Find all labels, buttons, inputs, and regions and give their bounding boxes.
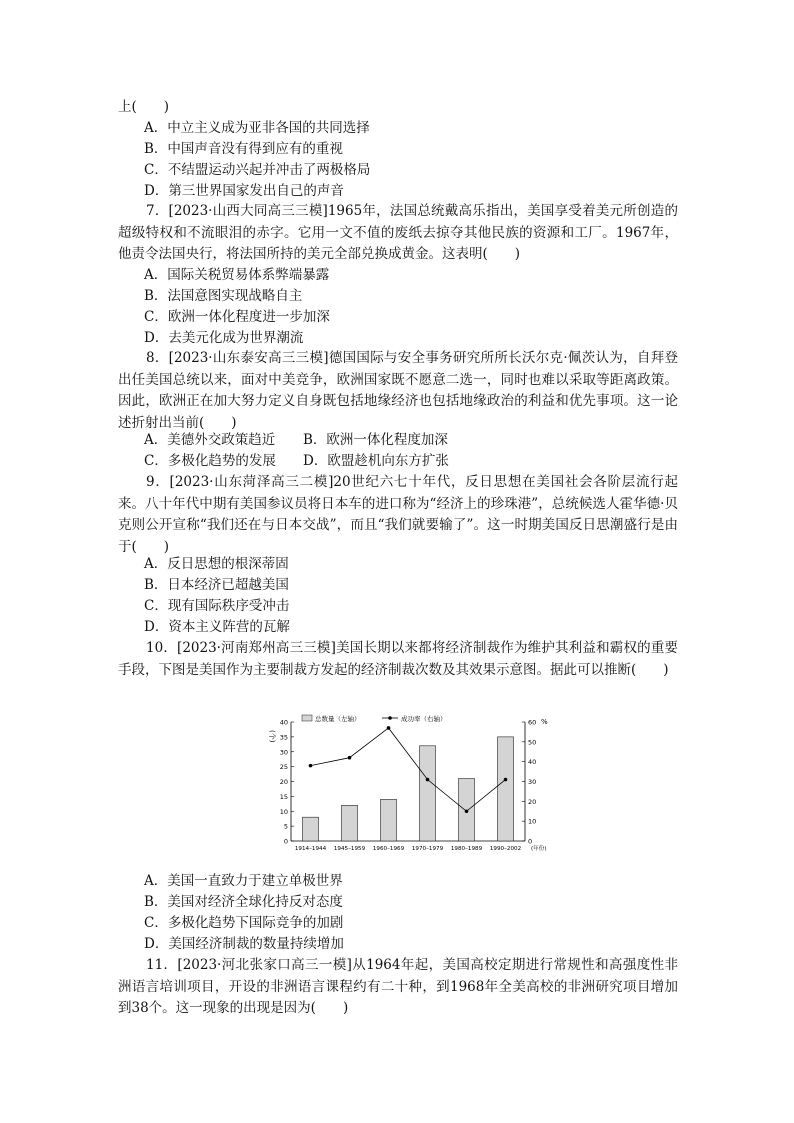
- bar: [303, 817, 319, 841]
- legend-bar-swatch: [302, 715, 312, 721]
- q6-option-a: A．中立主义成为亚非各国的共同选择: [144, 120, 370, 136]
- right-tick-label: 60: [528, 718, 537, 727]
- left-axis-unit: (个): [268, 730, 276, 743]
- success-rate-point: [348, 756, 352, 760]
- success-rate-point: [309, 764, 313, 768]
- success-rate-line: [311, 728, 506, 811]
- q10-option-d: D．美国经济制裁的数量持续增加: [144, 936, 344, 952]
- q9-stem: 9．[2023·山东菏泽高三二模]20世纪六七十年代，反日思想在美国社会各阶层流行起来。八十年代中期有美国参议员将日本车的进口称为“经济上的珍珠港”，总统候选人霍华德·贝克则公开宣称“我们还在与日本交战”，而且“我们就要输了”。这一时期美国反日思潮盛行是由于( ): [118, 474, 678, 555]
- q8-option-a: A．美德外交政策趋近: [144, 432, 276, 448]
- left-tick-label: 10: [279, 807, 288, 816]
- success-rate-point: [426, 778, 430, 782]
- right-tick-label: 10: [528, 817, 537, 826]
- q9-option-a: A．反日思想的根深蒂固: [144, 556, 289, 572]
- x-tick-label: 1945–1959: [333, 846, 366, 852]
- left-tick-label: 35: [279, 733, 288, 742]
- right-tick-label: 20: [528, 797, 537, 806]
- q10-stem: 10．[2023·河南郑州高三三模]美国长期以来都将经济制裁作为维护其利益和霸权的重要手段，下图是美国作为主要制裁方发起的经济制裁次数及其效果示意图。据此可以推断( ): [118, 640, 678, 678]
- q9-option-b: B．日本经济已超越美国: [144, 577, 289, 593]
- q10-option-b: B．美国对经济全球化持反对态度: [144, 894, 343, 910]
- left-tick-label: 20: [279, 778, 288, 786]
- q11-stem: 11．[2023·河北张家口高三一模]从1964年起，美国高校定期进行常规性和高强度性非洲语言培训项目，开设的非洲语言课程约有二十种，到1968年全美高校的非洲研究项目增加到38个。这一现象的出现是因为( ): [118, 957, 678, 1016]
- q6-stem-tail: 上( ): [118, 99, 170, 115]
- bar: [498, 737, 514, 841]
- q7-option-b: B．法国意图实现战略自主: [144, 288, 303, 304]
- chart-axes: [291, 722, 525, 841]
- q10-option-c: C．多极化趋势下国际竞争的加剧: [144, 915, 344, 931]
- right-tick-label: 30: [528, 778, 537, 786]
- q8-option-c: C．多极化趋势的发展: [144, 453, 276, 469]
- q6-option-b: B．中国声音没有得到应有的重视: [144, 141, 343, 157]
- q7-option-a: A．国际关税贸易体系弊端暴露: [144, 267, 330, 283]
- q8-option-b: B．欧洲一体化程度加深: [303, 432, 448, 448]
- q8-stem: 8．[2023·山东泰安高三三模]德国国际与安全事务研究所所长沃尔克·佩茨认为，自拜登出任美国总统以来，面对中美竞争，欧洲国家既不愿意二选一，同时也难以采取等距离政策。因此，欧洲正在加大努力定义自身既包括地缘经济也包括地缘政治的利益和优先事项。这一论述折射出当前( ): [118, 350, 678, 431]
- right-tick-label: 0: [528, 837, 533, 846]
- success-rate-point: [504, 778, 508, 782]
- right-tick-label: 40: [528, 758, 537, 767]
- bar: [420, 746, 436, 841]
- x-tick-label: 1914–1944: [294, 846, 327, 852]
- x-tick-label: 1970–1979: [411, 846, 444, 852]
- q9-option-c: C．现有国际秩序受冲击: [144, 598, 290, 614]
- q8-option-d: D．欧盟趁机向东方扩张: [303, 453, 449, 469]
- legend-line-label: 成功率（右轴）: [401, 715, 447, 723]
- q7-option-d: D．去美元化成为世界潮流: [144, 330, 304, 346]
- q9-option-d: D．资本主义阵营的瓦解: [144, 619, 290, 635]
- right-axis-unit: %: [541, 718, 548, 726]
- legend-line-marker: [388, 716, 392, 720]
- x-tick-label: 1980–1989: [450, 846, 483, 852]
- left-tick-label: 5: [283, 822, 288, 831]
- left-tick-label: 30: [279, 748, 288, 757]
- bar: [342, 805, 358, 841]
- x-tick-label: 1990–2002: [489, 846, 522, 852]
- chart-bars: [303, 737, 514, 841]
- left-tick-label: 15: [279, 792, 288, 801]
- q6-option-d: D．第三世界国家发出自己的声音: [144, 183, 344, 199]
- left-tick-label: 25: [279, 763, 288, 772]
- x-axis-label: (年份): [531, 846, 547, 852]
- success-rate-point: [465, 809, 469, 813]
- q6-option-c: C．不结盟运动兴起并冲击了两极格局: [144, 162, 371, 178]
- q7-stem: 7．[2023·山西大同高三三模]1965年，法国总统戴高乐指出，美国享受着美元所创造的超级特权和不流眼泪的赤字。它用一文不值的废纸去掠夺其他民族的资源和工厂。1967年，他责令法国央行，将法国所持的美元全部兑换成黄金。这表明( ): [118, 203, 678, 262]
- chart-line: [309, 726, 508, 813]
- legend-bar-label: 总数量（左轴）: [315, 715, 361, 723]
- right-tick-label: 50: [528, 738, 537, 747]
- bar: [381, 799, 397, 841]
- success-rate-point: [387, 726, 391, 730]
- x-tick-label: 1960–1969: [372, 846, 405, 852]
- left-tick-label: 0: [283, 837, 288, 846]
- left-tick-label: 40: [279, 718, 288, 727]
- q7-option-c: C．欧洲一体化程度进一步加深: [144, 309, 330, 325]
- q10-option-a: A．美国一直致力于建立单极世界: [144, 873, 343, 889]
- chart-legend: [302, 714, 447, 723]
- sanctions-chart: [262, 712, 562, 852]
